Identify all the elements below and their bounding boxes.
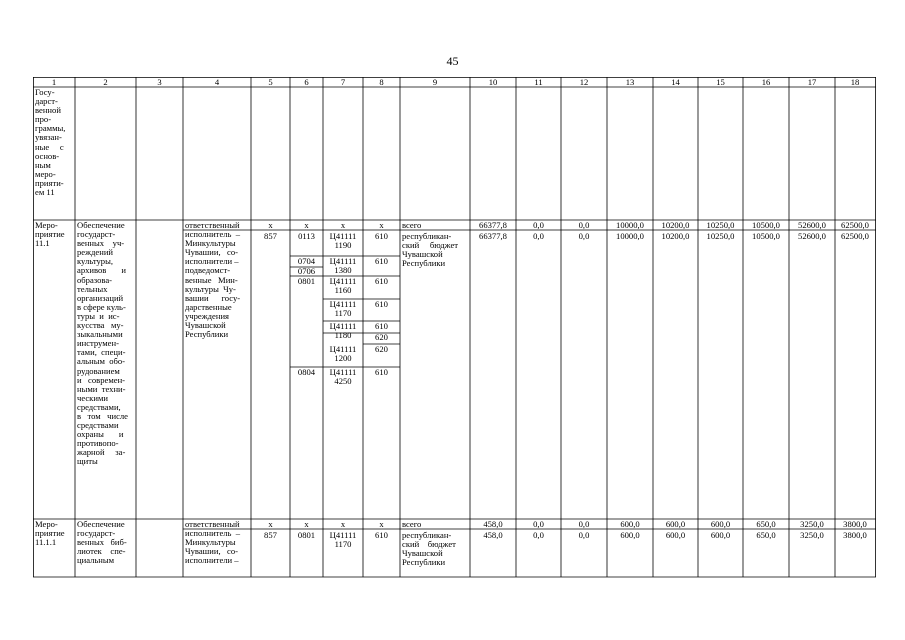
total-x: x <box>268 520 273 529</box>
cs-code: Ц41111 4250 <box>329 368 357 387</box>
page-number: 45 <box>446 54 459 68</box>
header-cell: 12 <box>579 78 589 87</box>
grbs-code: 857 <box>264 531 277 540</box>
amount-total: 600,0 <box>665 520 686 529</box>
header-cell: 1 <box>51 78 57 87</box>
source-budget: республикан- ский бюджет Чувашской Республики <box>402 232 459 269</box>
vr-code: 620 <box>375 333 388 342</box>
amount-budget: 0,0 <box>533 531 544 540</box>
cs-code: Ц41111 1380 <box>329 257 357 276</box>
vr-code: 610 <box>375 232 388 241</box>
total-x: x <box>379 221 384 230</box>
vr-code: 610 <box>375 257 388 266</box>
amount-budget: 66377,8 <box>479 232 507 241</box>
measure-number: Меро- приятие 11.1.1 <box>35 520 65 548</box>
header-cell: 7 <box>340 78 346 87</box>
amount-total: 0,0 <box>533 221 544 230</box>
cs-code: Ц41111 1190 <box>329 232 357 251</box>
total-x: x <box>304 520 309 529</box>
measure-description: Обеспечение государст- венных уч- реждений культуры, архивов и образова- тельных организаций в сфере куль- туры и ис- кусства му- зыкальными инструмен- тами, специ- альным обо- рудованием и современ- ными техни- ческими средствами, в том числе средствами охраны и противопо- жарной за- щиты <box>77 221 129 467</box>
vr-code: 620 <box>375 345 388 354</box>
rz-code: 0706 <box>297 267 316 276</box>
amount-budget: 10500,0 <box>752 232 780 241</box>
amount-total: 600,0 <box>710 520 731 529</box>
header-cell: 4 <box>214 78 220 87</box>
amount-total: 10500,0 <box>752 221 780 230</box>
amount-budget: 458,0 <box>483 531 503 540</box>
amount-budget: 0,0 <box>578 232 590 241</box>
amount-total: 0,0 <box>578 520 590 529</box>
budget-table <box>33 77 876 577</box>
header-cell: 15 <box>716 78 725 87</box>
header-cell: 17 <box>807 78 817 87</box>
source-total: всего <box>402 520 422 529</box>
rz-code: 0804 <box>297 368 316 377</box>
amount-budget: 3250,0 <box>800 531 824 540</box>
amount-total: 62500,0 <box>841 221 869 230</box>
amount-budget: 600,0 <box>710 531 731 540</box>
rz-code: 0801 <box>297 531 316 540</box>
executor: ответственный исполнитель – Минкультуры Чувашии, со- исполнители – подведомст- венные Мин- культуры Чу- вашии госу- дарственные учреждения Чувашской Республики <box>185 221 241 340</box>
cs-code: Ц41111 1170 <box>329 531 357 550</box>
header-cell: 10 <box>488 78 498 87</box>
amount-budget: 52600,0 <box>798 232 826 241</box>
source-budget: республикан- ский бюджет Чувашской Республики <box>402 531 456 568</box>
header-cell: 13 <box>625 78 635 87</box>
header-cell: 9 <box>432 78 438 87</box>
cs-code: Ц41111 1170 <box>329 300 357 319</box>
amount-total: 600,0 <box>620 520 640 529</box>
vr-code: 610 <box>375 277 388 286</box>
cs-code: Ц41111 1200 <box>329 345 357 364</box>
header-cell: 16 <box>761 78 771 87</box>
vr-code: 610 <box>375 368 388 377</box>
header-cell: 2 <box>103 78 108 87</box>
header-cell: 5 <box>268 78 273 87</box>
cs-code: Ц41111 1180 <box>329 322 357 341</box>
rz-code: 0801 <box>297 277 316 286</box>
amount-budget: 0,0 <box>578 531 590 540</box>
measure-description: Обеспечение государст- венных биб- лиотек спе- циальным <box>77 520 127 566</box>
amount-budget: 650,0 <box>756 531 776 540</box>
vr-code: 610 <box>375 531 388 540</box>
header-cell: 3 <box>157 78 162 87</box>
header-cell: 11 <box>534 78 543 87</box>
vr-code: 610 <box>375 322 388 331</box>
amount-budget: 10000,0 <box>616 232 644 241</box>
total-x: x <box>268 221 273 230</box>
header-cell: 14 <box>671 78 680 87</box>
rz-code: 0704 <box>297 257 316 266</box>
table-grid <box>33 77 876 578</box>
total-x: x <box>340 520 346 529</box>
executor: ответственный исполнитель – Минкультуры Чувашии, со- исполнители – <box>185 520 241 566</box>
amount-total: 0,0 <box>578 221 590 230</box>
vr-code: 610 <box>375 300 388 309</box>
measure-number: Меро- приятие 11.1 <box>35 221 65 249</box>
amount-total: 10250,0 <box>706 221 735 230</box>
amount-total: 52600,0 <box>798 221 826 230</box>
amount-total: 3250,0 <box>800 520 824 529</box>
amount-total: 0,0 <box>533 520 544 529</box>
amount-budget: 10250,0 <box>706 232 735 241</box>
total-x: x <box>304 221 309 230</box>
amount-total: 458,0 <box>483 520 503 529</box>
amount-budget: 3800,0 <box>843 531 867 540</box>
total-x: x <box>379 520 384 529</box>
header-cell: 6 <box>304 78 309 87</box>
grbs-code: 857 <box>264 232 277 241</box>
amount-budget: 600,0 <box>665 531 686 540</box>
program-link-text: Госу- дарст- венной про- граммы, увязан- ные с основ- ным меро- прияти- ем 11 <box>35 88 66 198</box>
header-cell: 8 <box>379 78 384 87</box>
header-cell: 18 <box>850 78 860 87</box>
amount-budget: 600,0 <box>620 531 640 540</box>
amount-total: 10000,0 <box>616 221 644 230</box>
amount-total: 650,0 <box>756 520 776 529</box>
amount-total: 66377,8 <box>479 221 507 230</box>
cs-code: Ц41111 1160 <box>329 277 357 296</box>
source-total: всего <box>402 221 422 230</box>
rz-code: 0113 <box>298 232 315 241</box>
amount-budget: 62500,0 <box>841 232 869 241</box>
total-x: x <box>340 221 346 230</box>
amount-budget: 10200,0 <box>661 232 690 241</box>
amount-total: 3800,0 <box>843 520 867 529</box>
amount-budget: 0,0 <box>533 232 544 241</box>
amount-total: 10200,0 <box>661 221 690 230</box>
